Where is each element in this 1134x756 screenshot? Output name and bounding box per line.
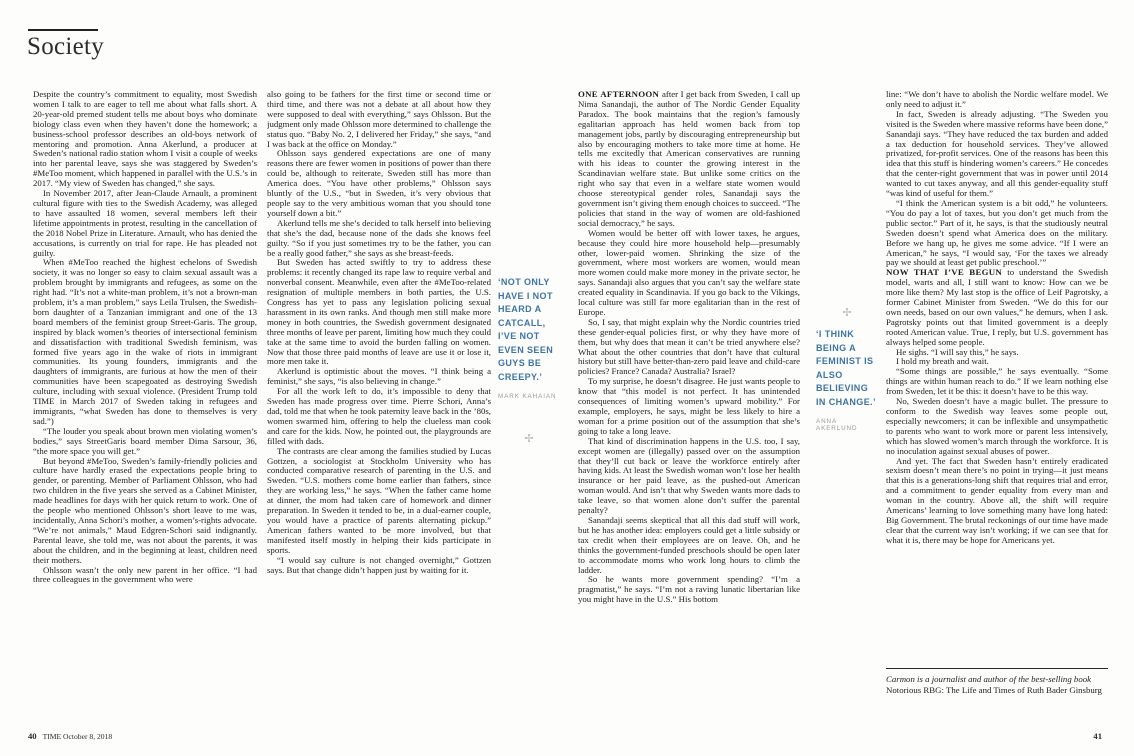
ornament-icon: ✢: [842, 306, 852, 319]
section-title: Society: [27, 33, 105, 60]
body-paragraph: Ohlsson wasn’t the only new parent in her office. “I had three colleagues in the government who were: [33, 564, 257, 585]
pull-quote-1: [498, 276, 560, 445]
ornament-icon: ✢: [524, 432, 534, 445]
body-paragraph: [886, 268, 1108, 347]
body-paragraph: And yet. The fact that Sweden hasn’t entirely eradicated sexism doesn’t mean there’s no point in trying—it just means that this is a generations-long shift that requires trial and error, and a commitment to gender equality from every man and woman in the country. Above all, the shift will require Americans’ learning to love something many have long hated: Big Government. The brutal reckonings of our time have made clear that the current way isn’t working; if we can see that for what it is, there may be hope for Americans yet.: [886, 455, 1108, 545]
paragraph-text: to understand the Swedish model, warts and all, I still want to know: How can we be more like them? My last stop is the office of Leif Pagrotsky, a former Cabinet Minister from Sweden. “We do this for our own needs, based on our own values,” he demurs, when I ask. Pagrotsky points out that limited government is a deeply rooted American value. True, I reply, but U.S. government has always helped some people.: [886, 267, 1108, 347]
pull-quote-attribution: ANNA AKERLUND: [816, 418, 858, 432]
body-paragraph: But beyond #MeToo, Sweden’s family-friendly policies and culture have hardly erased the expectations people bring to gender, or parenting. Member of Parliament Ohlsson, who had two children in the five years she served as a Cabinet Minister, made headlines for days with her quick return to work. One of the people who mentioned Ohlsson’s short leave to me was, incidentally, Anna Schori’s mother, a women’s-rights advocate. “We’re not animals,” Maud Edgren-Schori said indignantly. Parental leave, she told me, was not about the parents, it was about the children, and in the beginning at least, children need their mothers.: [33, 455, 257, 565]
body-paragraph: So, I say, that might explain why the Nordic countries tried these gender-equal policies first, or why they have more of them, but why does that mean it can’t be tried anywhere else? What about the other countries that don’t have that cultural history but still have better-than-zero paid leave and child-care policies? France? Canada? Australia? Israel?: [578, 316, 800, 377]
author-bio-text: Carmon is a journalist and author of the best-selling book: [886, 674, 1092, 684]
body-paragraph: [578, 90, 800, 229]
author-bio: [886, 668, 1108, 695]
body-paragraph: Akerlund is optimistic about the moves. “I think being a feminist,” she says, “is also believing in change.”: [267, 366, 491, 387]
body-paragraph: line: “We don’t have to abolish the Nordic welfare model. We only need to adjust it.”: [886, 90, 1108, 109]
body-paragraph: For all the work left to do, it’s impossible to deny that Sweden has made progress over time. Pierre Schori, Anna’s dad, told me that when he took paternity leave back in the ’80s, women swarmed him, offering to help the clueless man cook and care for the kids. Now, he pointed out, the playgrounds are filled with dads.: [267, 386, 491, 446]
lead-in-text: ONE AFTERNOON: [578, 90, 662, 99]
body-paragraph: In fact, Sweden is already adjusting. “The Sweden you visited is the Sweden where massive reforms have been done,” Sanandaji says. “They have reduced the tax burden and added a tax deduction for household services. They’ve allowed privatized, for-profit services. One of the reasons has been this idea that this stuff is hindering women’s careers.” He concedes that the center-right government that was in power until 2014 wanted to cut taxes anyway, and all this gender-equality stuff “was kind of useful for them.”: [886, 108, 1108, 199]
book-title: Notorious RBG: The Life and Times of Ruth Bader Ginsburg: [886, 684, 1102, 695]
article-column-1: [33, 90, 257, 730]
body-paragraph: So he wants more government spending? “I’m a pragmatist,” he says. “I’m not a raving lunatic libertarian like you might have in the U.S.” His bottom: [578, 574, 800, 605]
body-paragraph: That kind of discrimination happens in the U.S. too, I say, except women are (illegally) passed over on the assumption that they’ll cut back or leave the workforce entirely after having kids. At least the Swedish woman won’t lose her health insurance or her paid leave, as the pushed-out American woman would. And isn’t that why Sweden wants more dads to take leave, so that women alone don’t suffer the parental penalty?: [578, 435, 800, 516]
body-paragraph: But Sweden has acted swiftly to try to address these problems: it recently changed its rape law to require verbal and nonverbal consent. Meanwhile, even after the #MeToo-related resignation of multiple members in both parties, the U.S. Congress has yet to pass any legislation policing sexual harassment in its own ranks. And though men still make more money in both countries, the Swedish government designated three months of leave per parent, limiting how much they could take at the same time to avoid the burden falling on women. Now that those three paid months of leave are use it or lose it, more men take it.: [267, 257, 491, 367]
body-paragraph: Despite the country’s commitment to equality, most Swedish women I talk to are eager to tell me about what falls short. A 20-year-old premed student tells me about boys who dominate biology class even when they haven’t done the homework; a business-school professor describes an old-boys network of mentoring and promotion. Anna Akerlund, a producer at Sweden’s national radio station whom I visit a couple of weeks into her parental leave, says she was staggered by Sweden’s #MeToo moment, which happened in parallel with the U.S.’s in 2017. “My view of Sweden has changed,” she says.: [33, 90, 257, 189]
pull-quote-attribution: MARK KAHAIAN: [498, 393, 557, 400]
page-number-left: 40: [28, 731, 37, 741]
body-paragraph: I hold my breath and wait.: [896, 356, 989, 367]
body-paragraph: Women would be better off with lower taxes, he argues, because they could hire more household help—presumably other, lower-paid women. Shrinking the size of the government, where most workers are women, would mean more women could make more money in the private sector, he says. Sanandaji also argues that you can’t say the welfare state created equality in Scandinavia. If you go back to the Vikings, local culture was still far more egalitarian than in the rest of Europe.: [578, 227, 800, 317]
article-column-4: [886, 90, 1108, 664]
lead-in-text: NOW THAT I’VE BEGUN: [886, 267, 1008, 278]
pull-quote-2: [816, 306, 878, 432]
issue-line: TIME October 8, 2018: [42, 732, 113, 741]
page-number-right: 41: [1093, 731, 1102, 741]
body-paragraph: “Some things are possible,” he says eventually. “Some things are within human reach to do.” If we learn nothing else from Sweden, let it be this: it doesn’t have to be this way.: [886, 366, 1108, 397]
body-paragraph: In November 2017, after Jean-Claude Arnault, a prominent cultural figure with ties to the Swedish Academy, was alleged to have assaulted 18 women, several members left their lifetime appointments in protest, resulting in the cancellation of the 2018 Nobel Prize in Literature. Arnault, who has denied the accusations, is currently on trial for rape. He has pleaded not guilty.: [33, 188, 257, 258]
body-paragraph: “The louder you speak about brown men violating women’s bodies,” says StreetGaris board member Dima Sarsour, 36, “the more space you will get.”: [33, 425, 257, 456]
section-rule: [28, 29, 98, 31]
body-paragraph: Akerlund tells me she’s decided to talk herself into believing that she’s the dad, because none of the dads she knows feel guilty. “So if you just sometimes try to be the father, you can be a really good father,” she says as she breast-feeds.: [267, 217, 491, 258]
body-paragraph: To my surprise, he doesn’t disagree. He just wants people to know that “this model is not perfect. It has unintended consequences of limiting women’s upward mobility.” For example, employers, he says, might be less likely to hire a woman for a prime position out of the assumption that she’s going to take a long leave.: [578, 376, 800, 436]
body-paragraph: No, Sweden doesn’t have a magic bullet. The pressure to conform to the Swedish way leaves some people out, especially newcomers; it can be inflexible and unsympathetic to parents who want to work more or parent less intensively, which has slowed women’s march through the workforce. It is no inoculation against sexual abuses of power.: [886, 396, 1108, 456]
body-paragraph: Sanandaji seems skeptical that all this dad stuff will work, but he has another idea: employers could get a little subsidy or tax credit when their employees are on leave. Oh, and he thinks the government-funded preschools should be open later to accommodate moms who work long hours to climb the ladder.: [578, 514, 800, 575]
article-column-3: [578, 90, 800, 730]
body-paragraph: Ohlsson says gendered expectations are one of many reasons there are fewer women in positions of power than there could be, although to reiterate, Sweden still has more than America does. “You have other problems,” Ohlsson says bluntly of the U.S., “but in Sweden, it’s very obvious that people say to the very ambitious woman that you should tone yourself down a bit.”: [267, 148, 491, 218]
body-paragraph: When #MeToo reached the highest echelons of Swedish society, it was no longer so easy to claim sexual assault was a problem brought by immigrants and refugees, as some on the right had. “It’s not a white-man problem, it’s not a brown-man problem, it’s a man problem,” says Leila Trulsen, the Swedish-born daughter of a Tanzanian immigrant and one of the 13 board members of the feminist group Street-Garis. The group, inspired by black women’s theories of intersectional feminism and dissatisfaction with traditional Swedish feminism, was formed five years ago in the wake of riots in immigrant communities. Its young founders, immigrants and the daughters of immigrants, are furious at how the men of their communities have been scapegoated as destroying Swedish culture, including with sexual violence. (President Trump told TIME in March 2017 of Sweden taking in refugees and immigrants, “what Sweden has done to themselves is very sad.”): [33, 257, 257, 426]
body-paragraph: The contrasts are clear among the families studied by Lucas Gottzen, a sociologist at Stockholm University who has conducted comparative research of parenting in the U.S. and Sweden. “U.S. mothers come home earlier than fathers, since they are working less,” he says. “When the father came home at dinner, the mom had taken care of homework and dinner preparation. In Sweden it tended to be, in a dual-earner couple, you would have a practice of parents alternating pickup.” American fathers wanted to be more involved, but that manifested itself mostly in helping their kids participate in sports.: [267, 445, 491, 555]
article-column-2: [267, 90, 491, 730]
body-paragraph: He sighs. “I will say this,” he says.: [896, 346, 1019, 357]
pull-quote-text: ‘NOT ONLY HAVE I NOT HEARD A CATCALL, I’VE NOT EVEN SEEN GUYS BE CREEPY.’: [498, 277, 554, 382]
paragraph-text: after I get back from Sweden, I call up Nima Sanandaji, the author of The Nordic Gender Equality Paradox. The book maintains that the region’s famously egalitarian approach has held women back from top management jobs, partly by discouraging entrepreneurship but also by encouraging mothers to take more time at home. He tells me excitedly that American conservatives are running with his ideas to counter the growing interest in the Scandinavian welfare state. But unlike some critics on the right who say that even in a welfare state women would choose stereotypical gender roles, Sanandaji says the government isn’t giving them enough choices to succeed. “The policies that stand in the way of women are old-fashioned social democracy,” he says.: [578, 90, 800, 228]
left-folio: [28, 731, 112, 741]
right-folio: [1093, 731, 1108, 741]
body-paragraph: “I think the American system is a bit odd,” he volunteers. “You do pay a lot of taxes, but you don’t get much from the public sector.” Part of it, he says, is that the studiously neutral Sweden doesn’t spend what America does on the military. Before we hang up, he gives me some advice. “If I were an American,” he says, “I would say, ‘For the taxes we already pay we should at least get public preschool.’”: [886, 197, 1108, 268]
pull-quote-text: ‘I THINK BEING A FEMINIST IS ALSO BELIEVING IN CHANGE.’: [816, 329, 876, 407]
body-paragraph: “I would say culture is not changed overnight,” Gottzen says. But that change didn’t happen just by waiting for it.: [267, 554, 491, 575]
body-paragraph: also going to be fathers for the first time or second time or third time, and there was not a debate at all about how they were supposed to deal with everything,” says Ohlsson. But the judgment only made Ohlsson more determined to challenge the status quo. “Baby No. 2, I delivered her Friday,” she says, “and I was back at the office on Monday.”: [267, 90, 491, 149]
